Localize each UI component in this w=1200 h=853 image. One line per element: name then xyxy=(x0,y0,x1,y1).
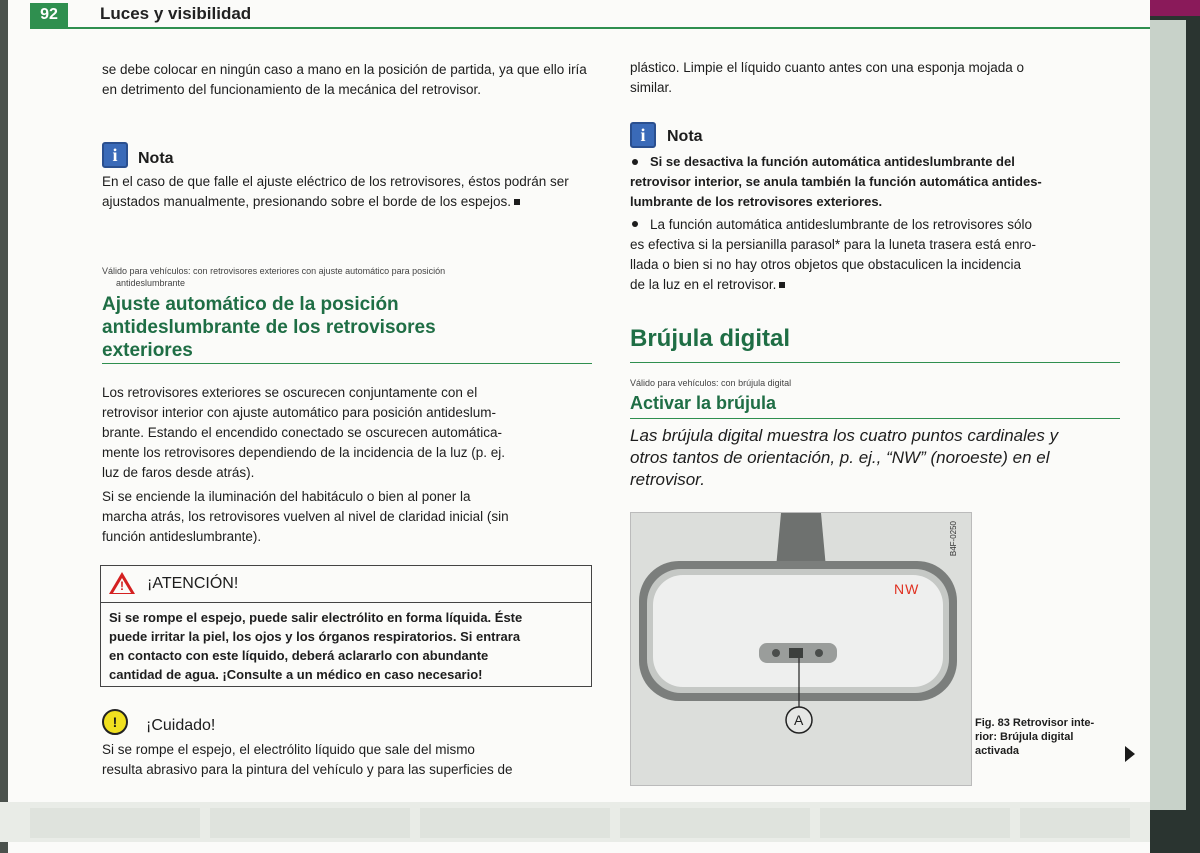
header-rule xyxy=(30,27,1150,29)
nota-text: En el caso de que falle el ajuste eléctrico de los retrovisores, éstos podrán ser ajustados manualmente, presionando sobre el borde de los espejos. xyxy=(102,174,569,209)
section-heading: Ajuste automático de la posición antideslumbrante de los retrovisores exteriores xyxy=(102,294,436,361)
warning-header xyxy=(101,566,591,603)
warning-exclamation: ! xyxy=(120,579,124,593)
caution-title: ¡Cuidado! xyxy=(146,717,216,734)
page-footer xyxy=(0,802,1150,842)
page-binding-edge xyxy=(0,0,8,853)
chapter-rule xyxy=(630,362,1120,363)
page-edge-tab xyxy=(1150,0,1200,16)
intro-text: se debe colocar en ningún caso a mano en la posición de partida, ya que ello iría en detrimento del funcionamiento de la mecánica del retrovisor. xyxy=(102,62,587,97)
next-page-arrow-icon xyxy=(1125,746,1135,762)
paragraph-reverse: Si se enciende la iluminación del habitáculo o bien al poner la marcha atrás, los retrovisores vuelven al nivel de claridad inicial (sin función antideslumbrante). xyxy=(102,489,509,544)
figure-mirror-compass xyxy=(630,512,972,786)
info-icon-2: i xyxy=(630,122,656,148)
warning-title: ¡ATENCIÓN! xyxy=(147,575,239,592)
validity-note-cont: antideslumbrante xyxy=(116,278,186,288)
subsection-heading: Activar la brújula xyxy=(630,393,777,413)
chapter-heading: Brújula digital xyxy=(630,325,791,352)
section-title: Luces y visibilidad xyxy=(100,4,252,23)
subsection-rule xyxy=(630,418,1120,419)
nota-title-2: Nota xyxy=(667,128,703,145)
figure-code: B4F-0250 xyxy=(949,521,958,557)
heading-rule xyxy=(102,363,592,364)
caution-icon: ! xyxy=(102,709,128,735)
figure-caption: Fig. 83 Retrovisor inte- rior: Brújula digital activada xyxy=(975,717,1095,757)
validity-note: Válido para vehículos: con retrovisores exteriores con ajuste automático para posición xyxy=(102,266,446,276)
paragraph-auto-dimming: Los retrovisores exteriores se oscurecen conjuntamente con el retrovisor interior con ajuste automático para posición antideslum- brante. Estando el encendido conectado se oscurecen automática- mente los retrovisores dependiendo de la incidencia de la luz (p. ej. luz de faros desde atrás). xyxy=(102,385,505,480)
page-number: 92 xyxy=(30,3,68,27)
mirror-mount xyxy=(776,513,826,568)
continued-text: plástico. Limpie el líquido cuanto antes con una esponja mojada o similar. xyxy=(630,60,1025,95)
intro-italic: Las brújula digital muestra los cuatro puntos cardinales y otros tantos de orientación, p. ej., “NW” (noroeste) en el retrovisor. xyxy=(630,426,1059,489)
warning-box xyxy=(100,565,592,687)
caution-text: Si se rompe el espejo, el electrólito líquido que sale del mismo resulta abrasivo para la pintura del vehículo y para las superficies de xyxy=(102,742,513,777)
nota-title: Nota xyxy=(138,150,174,167)
info-icon: i xyxy=(102,142,128,168)
callout-label: A xyxy=(794,712,804,728)
mirror-illustration xyxy=(631,513,971,785)
compass-display: NW xyxy=(894,581,920,597)
nota-bullet-2: La función automática antideslumbrante de los retrovisores sólo es efectiva si la persianilla parasol* para la luneta trasera está enro- llada o bien si no hay otros objetos que obstaculicen la incidencia de la luz en el retrovisor. xyxy=(630,217,1036,292)
warning-text: Si se rompe el espejo, puede salir electrólito en forma líquida. Éste puede irritar la piel, los ojos y los órganos respiratorios. Si entrara en contacto con este líquido, deberá aclararlo con abundante cantidad de agua. ¡Consulte a un médico en caso necesario! xyxy=(109,610,523,682)
page-edge-light xyxy=(1150,20,1186,810)
nota-bullet-1: Si se desactiva la función automática antideslumbrante del retrovisor interior, se anula también la función automática antides- lumbrante de los retrovisores exteriores. xyxy=(630,154,1042,209)
validity-note-2: Válido para vehículos: con brújula digital xyxy=(630,378,792,388)
